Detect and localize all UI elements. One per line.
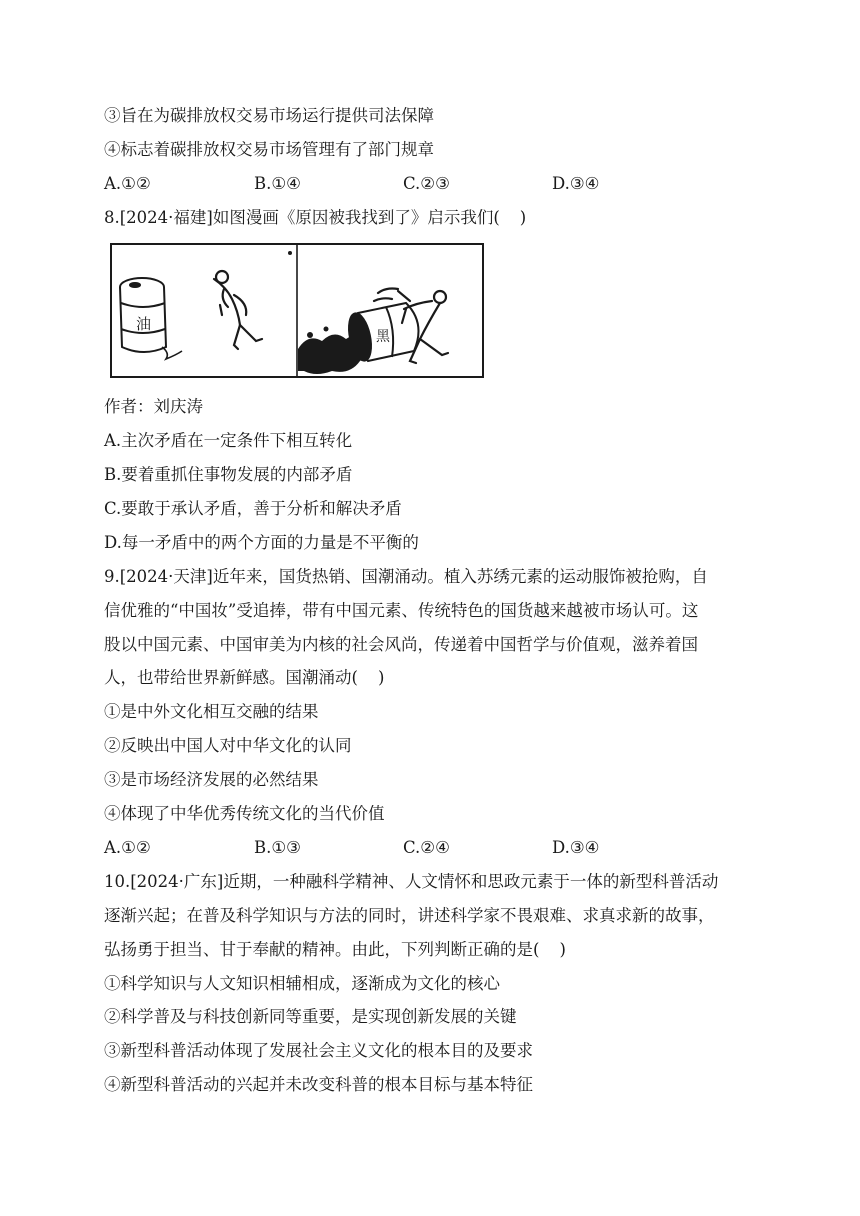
q7-item-3: ③旨在为碳排放权交易市场运行提供司法保障 (104, 106, 434, 125)
q10-stem-text: 弘扬勇于担当、甘于奉献的精神。由此，下列判断正确的是( (104, 940, 540, 959)
q8-stem-text: 8.[2024·福建]如图漫画《原因被我找到了》启示我们( (104, 208, 500, 227)
q9-stem-line-4 (104, 667, 384, 689)
q10-stem-line-1: 10.[2024·广东]近期，一种融科学精神、人文情怀和思政元素于一体的新型科普活动 (104, 872, 719, 891)
cartoon-author: 作者：刘庆涛 (104, 397, 203, 416)
q9-stem-text: 人，也带给世界新鲜感。国潮涌动( (104, 668, 358, 687)
q10-stem-end: ) (559, 940, 566, 959)
q9-item-1: ①是中外文化相互交融的结果 (104, 702, 319, 721)
cartoon-image (110, 243, 484, 378)
q8-option-d: D.每一矛盾中的两个方面的力量是不平衡的 (104, 533, 419, 552)
q10-item-2: ②科学普及与科技创新同等重要，是实现创新发展的关键 (104, 1007, 517, 1026)
barrel-label-left: 油 (136, 315, 152, 333)
barrel-label-right: 黑 (376, 329, 390, 345)
q9-item-4: ④体现了中华优秀传统文化的当代价值 (104, 804, 385, 823)
q7-option-a: A.①② (104, 174, 151, 193)
q10-item-4: ④新型科普活动的兴起并未改变科普的根本目标与基本特征 (104, 1075, 533, 1094)
q9-item-3: ③是市场经济发展的必然结果 (104, 770, 319, 789)
q9-option-b: B.①③ (254, 838, 301, 857)
q8-stem-end: ) (519, 208, 527, 227)
q8-option-c: C.要敢于承认矛盾，善于分析和解决矛盾 (104, 499, 402, 518)
q9-option-c: C.②④ (403, 838, 450, 857)
q10-item-1: ①科学知识与人文知识相辅相成，逐渐成为文化的核心 (104, 974, 500, 993)
q7-option-d: D.③④ (552, 174, 600, 193)
q7-option-c: C.②③ (403, 174, 450, 193)
q10-stem-line-2: 逐渐兴起；在普及科学知识与方法的同时，讲述科学家不畏艰难、求真求新的故事， (104, 906, 715, 925)
q7-item-4: ④标志着碳排放权交易市场管理有了部门规章 (104, 140, 434, 159)
q9-stem-line-3: 股以中国元素、中国审美为内核的社会风尚，传递着中国哲学与价值观，滋养着国 (104, 635, 698, 654)
q9-item-2: ②反映出中国人对中华文化的认同 (104, 736, 352, 755)
panel-dot (288, 251, 292, 255)
q9-stem-line-1: 9.[2024·天津]近年来，国货热销、国潮涌动。植入苏绣元素的运动服饰被抢购，自 (104, 567, 708, 586)
q9-stem-line-2: 信优雅的“中国妆”受追捧，带有中国元素、传统特色的国货越来越被市场认可。这 (104, 601, 699, 620)
q8-option-a: A.主次矛盾在一定条件下相互转化 (104, 431, 353, 450)
q8-stem (104, 207, 526, 229)
q8-option-b: B.要着重抓住事物发展的内部矛盾 (104, 465, 353, 484)
q7-option-b: B.①④ (254, 174, 301, 193)
q9-option-a: A.①② (104, 838, 151, 857)
q9-stem-end: ) (377, 668, 385, 687)
q10-stem-line-3 (104, 939, 566, 961)
q10-item-3: ③新型科普活动体现了发展社会主义文化的根本目的及要求 (104, 1041, 533, 1060)
q9-option-d: D.③④ (552, 838, 600, 857)
